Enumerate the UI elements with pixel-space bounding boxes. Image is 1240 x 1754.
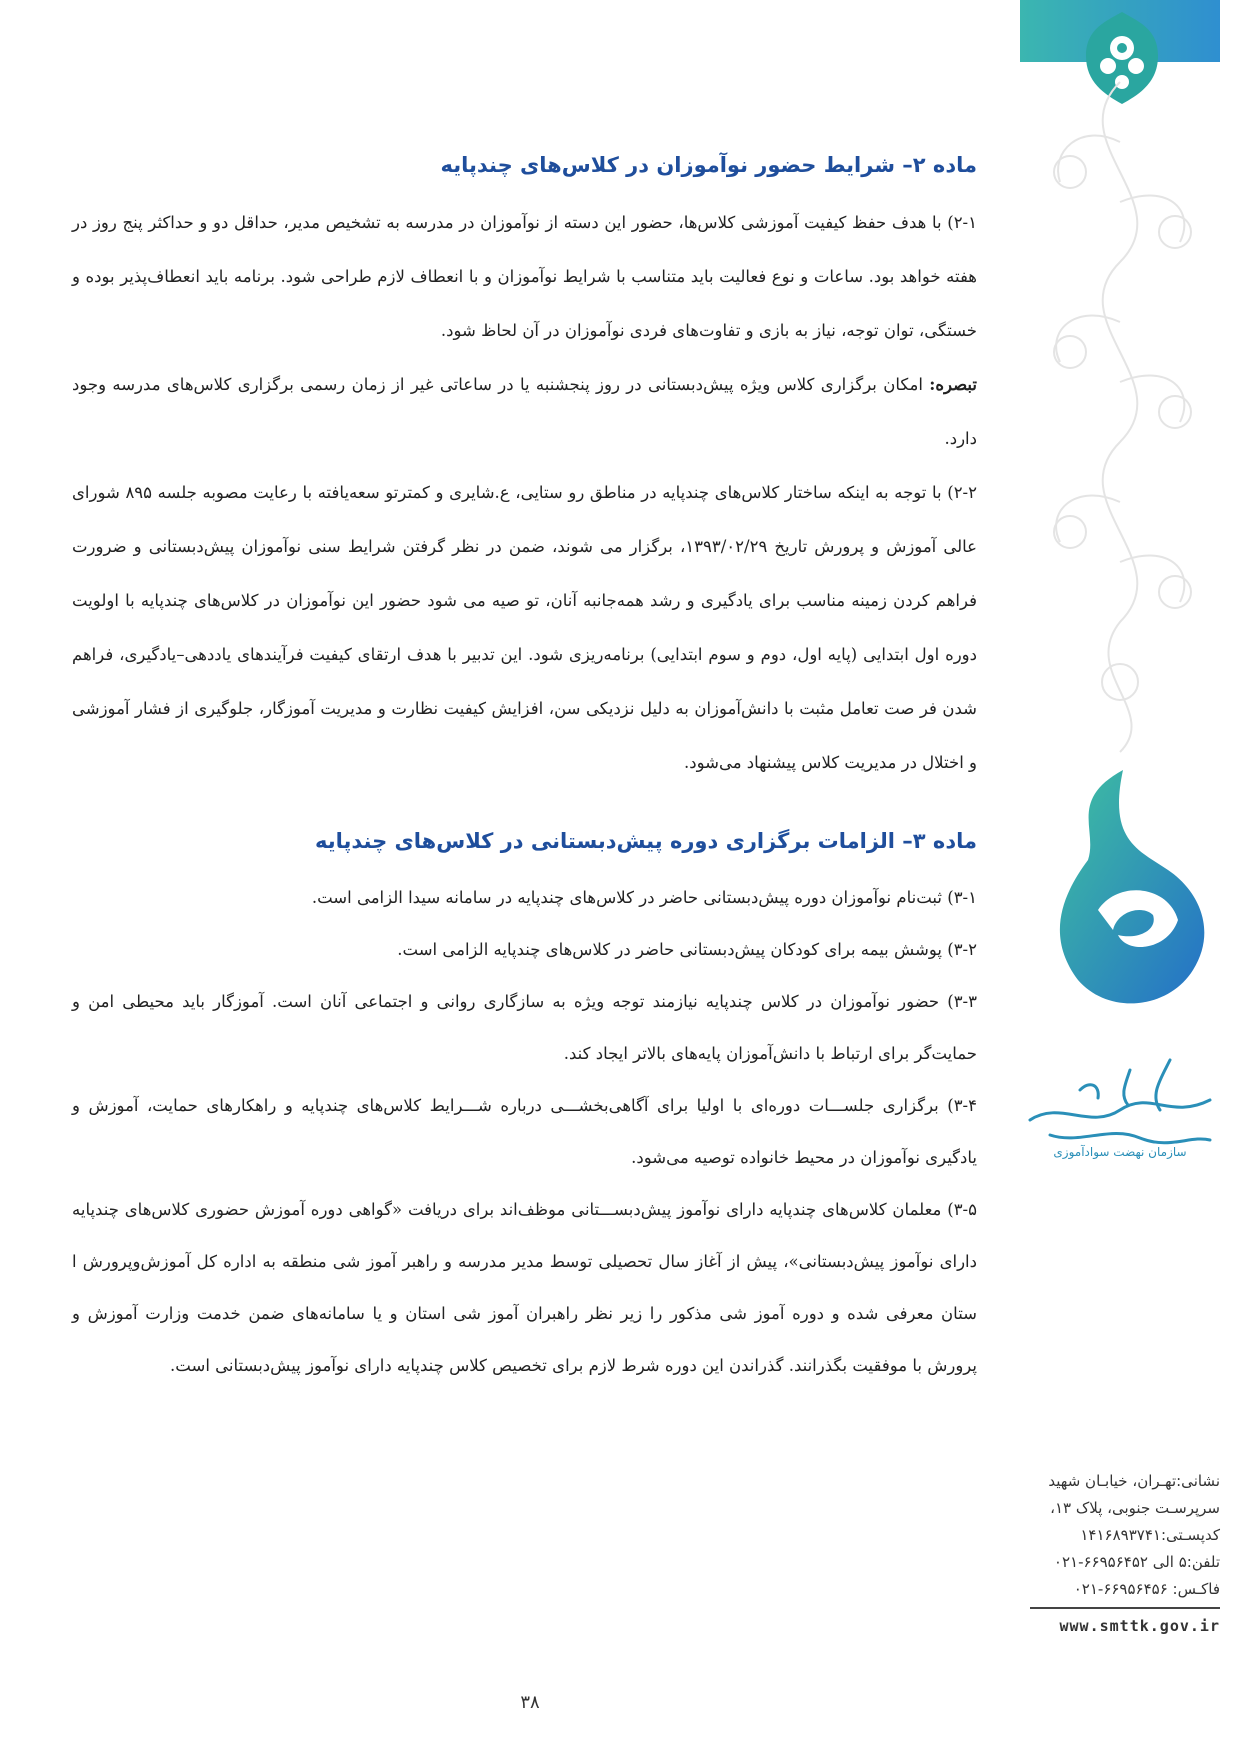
contact-address-1: نشانی:تهـران، خیابـان شهید — [1048, 1472, 1220, 1490]
contact-fax: فاکـس: ۶۶۹۵۶۴۵۶-۰۲۱ — [1073, 1580, 1220, 1598]
clause-2-2: ۲-۲) با توجه به اینکه ساختار کلاس‌های چندپایه در مناطق رو ستایی، ع.شایری و کمترتو سعه‌یافته با رعایت مصوبه جلسه ۸۹۵ شورای عالی آموزش و پرورش تاریخ ۱۳۹۳/۰۲/۲۹، برگزار می شوند، ضمن در نظر گرفتن شرایط سنی نوآموزان پیش‌دبستانی و ضرورت فراهم کردن زمینه مناسب برای یادگیری و رشد همه‌جانبه آنان، تو صیه می شود حضور این نوآموزان در کلاس‌های چندپایه با اولویت دوره اول ابتدایی (پایه اول، دوم و سوم ابتدایی) برنامه‌ریزی شود. این تدبیر با هدف ارتقای کیفیت فرآیندهای یاددهی–یادگیری، فراهم شدن فر صت تعامل مثبت با دانش‌آموزان به دلیل نزدیکی سن، افزایش کیفیت نظارت و مدیریت آموزگار، جلوگیری از فشار آموزشی و اختلال در مدیریت کلاس پیشنهاد می‌شود. — [72, 483, 977, 772]
section-3 — [72, 826, 977, 1392]
logo-text: سازمان نهضت سوادآموزی — [1053, 1145, 1187, 1159]
clause-3-1: ۳-۱) ثبت‌نام نوآموزان دوره پیش‌دبستانی حاضر در کلاس‌های چندپایه در سامانه سیدا الزامی است. — [311, 888, 977, 907]
note-paragraph — [72, 358, 977, 466]
contact-info — [1020, 1468, 1220, 1640]
clause-3-4: ۳-۴) برگزاری جلســـات دوره‌ای با اولیا برای آگاهی‌بخشـــی درباره شـــرایط کلاس‌های چندپایه و راهکارهای حمایت، آموزش و یادگیری نوآموزان در محیط خانواده توصیه می‌شود. — [72, 1096, 977, 1167]
section-3-heading: ماده ۳– الزامات برگزاری دوره پیش‌دبستانی در کلاس‌های چندپایه — [315, 829, 977, 853]
organization-calligraphy-logo — [1020, 1050, 1220, 1160]
clause-3-2: ۳-۲) پوشش بیمه برای کودکان پیش‌دبستانی حاضر در کلاس‌های چندپایه الزامی است. — [397, 940, 977, 959]
contact-address-2: سرپرسـت جنوبی، پلاک ۱۳، — [1050, 1499, 1220, 1517]
clause-3-3: ۳-۳) حضور نوآموزان در کلاس چندپایه نیازمند توجه ویژه به سازگاری روانی و اجتماعی آنان است. آموزگار باید محیطی امن و حمایت‌گر برای ارتباط با دانش‌آموزان پایه‌های بالاتر ایجاد کند. — [72, 992, 977, 1063]
water-drop-logo-icon — [1028, 760, 1218, 1020]
section-2-heading: ماده ۲– شرایط حضور نوآموزان در کلاس‌های چندپایه — [440, 153, 977, 177]
main-content — [72, 150, 977, 1392]
page-number: ۳۸ — [520, 1692, 540, 1713]
website-link[interactable]: www.smttk.gov.ir — [1030, 1607, 1220, 1640]
contact-postal-code: کدپسـتی:۱۴۱۶۸۹۳۷۴۱ — [1080, 1526, 1220, 1544]
note-text: امکان برگزاری کلاس ویژه پیش‌دبستانی در روز پنجشنبه یا در ساعاتی غیر از زمان رسمی برگزاری کلاس‌های مدرسه وجود دارد. — [72, 375, 977, 448]
contact-phone: تلفن:۵ الی ۶۶۹۵۶۴۵۲-۰۲۱ — [1053, 1553, 1220, 1571]
floral-pattern-icon — [1020, 62, 1220, 762]
note-label: تبصره: — [929, 375, 977, 394]
clause-2-1: ۲-۱) با هدف حفظ کیفیت آموزشی کلاس‌ها، حضور این دسته از نوآموزان در مدرسه به تشخیص مدیر، حداقل دو و حداکثر پنج روز در هفته خواهد بود. ساعات و نوع فعالیت باید متناسب با شرایط نوآموزان و با انعطاف لازم طراحی شود. برنامه باید انعطاف‌پذیر بوده و خستگی، توان توجه، نیاز به بازی و تفاوت‌های فردی نوآموزان در آن لحاظ شود. — [72, 213, 977, 340]
clause-3-5: ۳-۵) معلمان کلاس‌های چندپایه دارای نوآموز پیش‌دبســـتانی موظف‌اند برای دریافت «گواهی دوره آموزش حضوری کلاس‌های چندپایه دارای نوآموز پیش‌دبستانی»، پیش از آغاز سال تحصیلی توسط مدیر مدرسه و راهبر آموز شی منطقه به اداره کل آموزش‌وپرورش ا ستان معرفی شده و دوره آموز شی مذکور را زیر نظر راهبران آموز شی استان و یا سامانه‌های ضمن خدمت وزارت آموزش و پرورش با موفقیت بگذرانند. گذراندن این دوره شرط لازم برای تخصیص کلاس چندپایه دارای نوآموز پیش‌دبستانی است. — [72, 1200, 977, 1375]
